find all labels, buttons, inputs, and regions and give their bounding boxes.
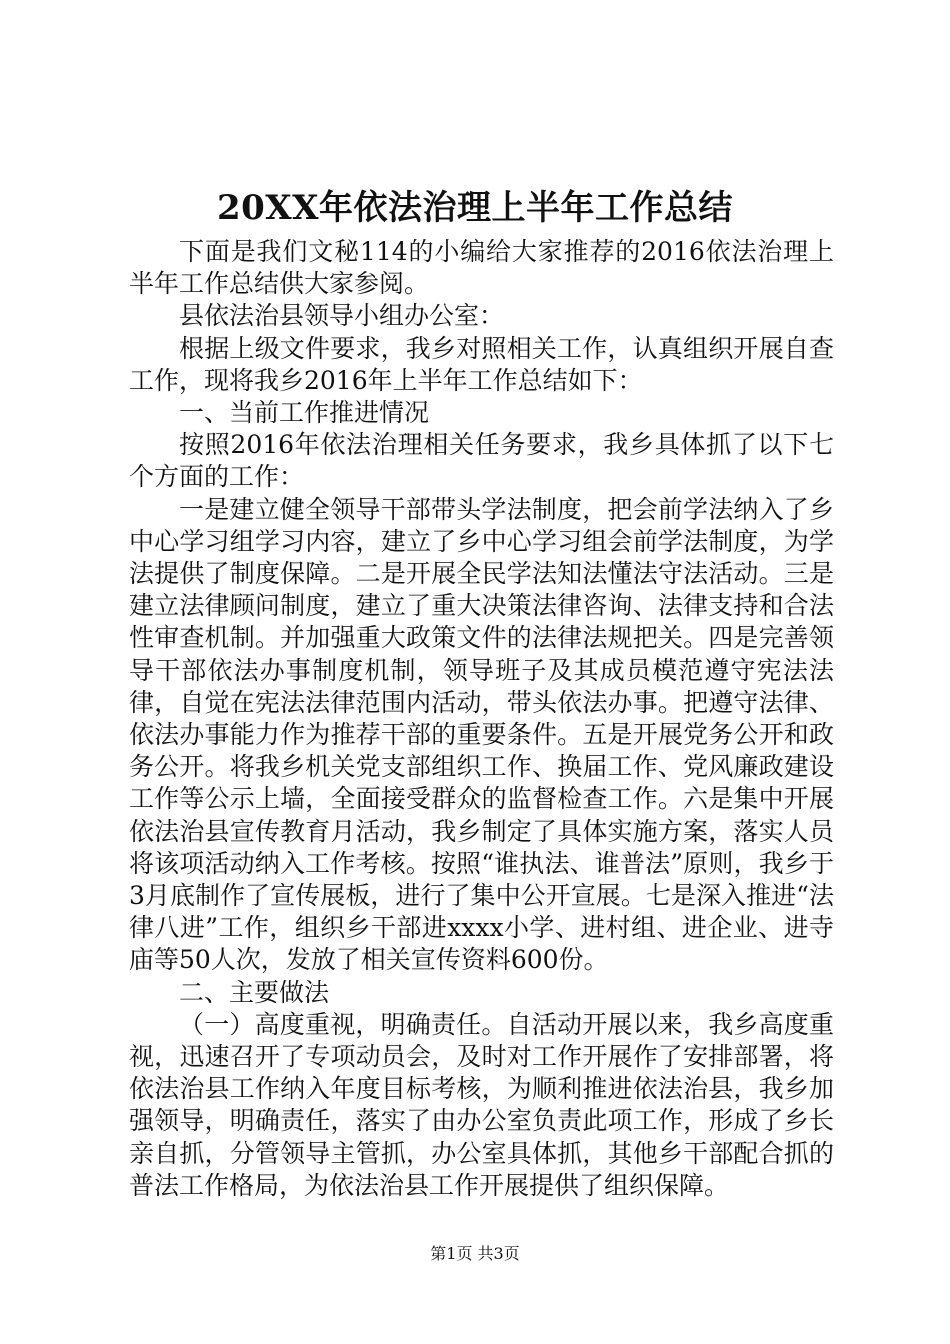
- paragraph-main-practices: （一）高度重视，明确责任。自活动开展以来，我乡高度重视，迅速召开了专项动员会，及时对工作开展作了安排部署，将依法治县工作纳入年度目标考核，为顺利推进依法治县，我乡加强领导，明确责任，落实了由办公室负责此项工作，形成了乡长亲自抓，分管领导主管抓，办公室具体抓，其他乡干部配合抓的普法工作格局，为依法治县工作开展提供了组织保障。: [129, 1009, 834, 1200]
- paragraph-seven-aspects: 一是建立健全领导干部带头学法制度，把会前学法纳入了乡中心学习组学习内容，建立了乡中心学习组会前学法制度，为学法提供了制度保障。二是开展全民学法知法懂法守法活动。三是建立法律顾问制度，建立了重大决策法律咨询、法律支持和合法性审查机制。并加强重大政策文件的法律法规把关。四是完善领导干部依法办事制度机制，领导班子及其成员模范遵守宪法法律，自觉在宪法法律范围内活动，带头依法办事。把遵守法律、依法办事能力作为推荐干部的重要条件。五是开展党务公开和政务公开。将我乡机关党支部组织工作、换届工作、党风廉政建设工作等公示上墙，全面接受群众的监督检查工作。六是集中开展依法治县宣传教育月活动，我乡制定了具体实施方案，落实人员将该项活动纳入工作考核。按照“谁执法、谁普法”原则，我乡于3月底制作了宣传展板，进行了集中公开宣展。七是深入推进“法律八进”工作，组织乡干部进xxxx小学、进村组、进企业、进寺庙等50人次，发放了相关宣传资料600份。: [129, 494, 834, 975]
- section-heading-1: 一、当前工作推进情况: [179, 398, 430, 428]
- section-heading-2: 二、主要做法: [179, 977, 330, 1007]
- page-footer: [0, 1243, 950, 1265]
- paragraph-preamble: 根据上级文件要求，我乡对照相关工作，认真组织开展自查工作，现将我乡2016年上半年工作总结如下：: [129, 333, 834, 395]
- paragraph-salutation: 县依法治县领导小组办公室：: [179, 301, 505, 331]
- page-number-total: 共3页: [477, 1244, 520, 1263]
- document-title: 20XX年依法治理上半年工作总结: [216, 188, 734, 228]
- document-body: [129, 236, 834, 1202]
- page-number-current: 第1页: [430, 1244, 473, 1263]
- paragraph-task-intro: 按照2016年依法治理相关任务要求，我乡具体抓了以下七个方面的工作：: [129, 430, 834, 492]
- paragraph-intro: 下面是我们文秘114的小编给大家推荐的2016依法治理上半年工作总结供大家参阅。: [129, 237, 834, 299]
